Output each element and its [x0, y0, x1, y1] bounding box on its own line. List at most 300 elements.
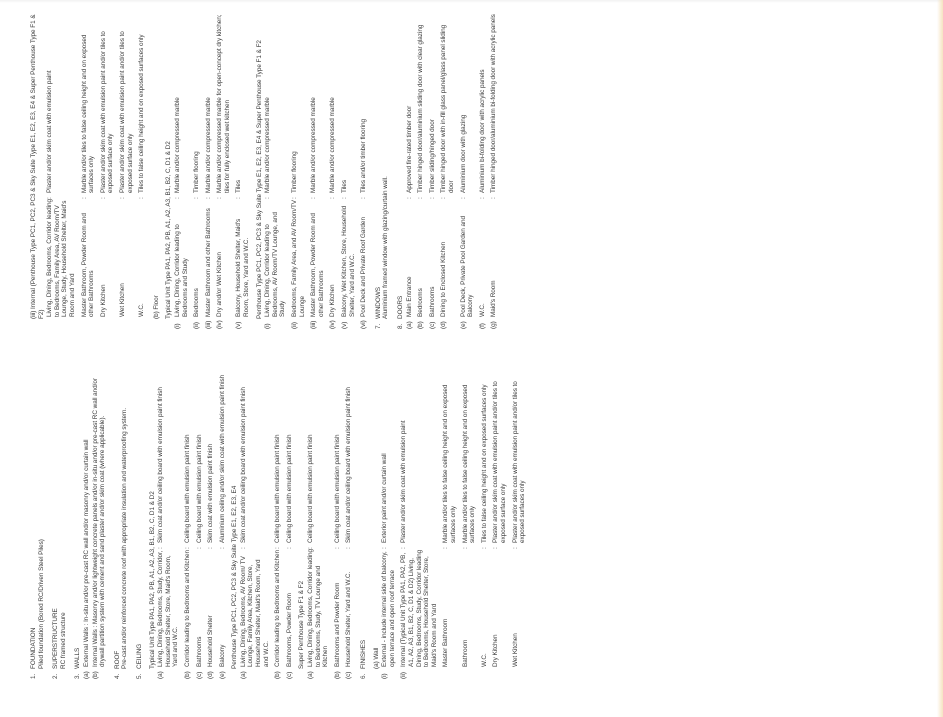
section-title: SUPERSTRUCTURE — [52, 608, 60, 669]
item-label: Living, Dining, Corridor leading to Bedrooms, AV Room/TV Lounge, and Study — [264, 212, 287, 317]
item-label: Master Bathroom and other Bathrooms — [204, 208, 212, 317]
item-value-text: Tiles to false ceiling height and on exposed surfaces only — [138, 34, 146, 193]
item-value-text: Tiles — [341, 179, 348, 193]
section-title: (iii) Internal (Penthouse Type PC1, PC2, PC3 & Sky Suite Type E1, E2, E3, E4 & Super Penthouse Type F1 & F2) — [30, 14, 45, 319]
item-value-text: Ceiling board with emulsion paint finish — [333, 434, 341, 543]
item-value — [205, 14, 213, 199]
group-title — [149, 364, 157, 679]
section-number: 2. — [52, 673, 60, 679]
spec-section — [375, 14, 390, 329]
section-title: ROOF — [113, 650, 121, 669]
spec-section — [30, 364, 45, 679]
group-indent — [298, 669, 306, 679]
colon-separator: : — [195, 547, 203, 549]
item-value-text: Aluminium door with glazing — [459, 114, 467, 193]
item-value — [417, 14, 425, 199]
item-value-text: Tiles — [235, 179, 243, 193]
spec-item — [442, 364, 457, 679]
item-value — [492, 364, 507, 549]
item-value — [512, 364, 527, 549]
item-value — [286, 364, 294, 549]
item-value — [46, 14, 54, 199]
spec-item — [345, 364, 353, 679]
spec-item — [417, 14, 425, 329]
spec-item — [360, 14, 368, 329]
colon-separator: : — [291, 197, 299, 199]
item-number: (c) — [195, 671, 203, 679]
item-value — [400, 364, 408, 549]
colon-separator: : — [310, 197, 318, 199]
spec-item — [291, 14, 306, 329]
spec-section — [74, 364, 106, 679]
item-value — [219, 364, 227, 549]
item-value — [235, 14, 243, 199]
spec-item — [207, 364, 215, 679]
spec-section — [136, 364, 353, 679]
item-label: Pool Deck, Private Pool Garden and Balcony — [459, 216, 475, 317]
item-number: (a) — [82, 671, 90, 679]
item-number: (d) — [440, 321, 448, 329]
item-value-text: Approved fire-rated timber door — [405, 105, 413, 193]
section-number: 8. — [396, 323, 404, 329]
item-value — [274, 364, 282, 549]
colon-separator: : — [157, 547, 165, 549]
spec-item — [334, 364, 342, 679]
item-value-text: Marble and/or tiles to false ceiling height and on exposed surfaces only — [442, 384, 457, 543]
item-number: (a) — [405, 321, 413, 329]
colon-separator: : — [193, 197, 201, 199]
item-value — [138, 14, 146, 199]
colon-separator: : — [207, 547, 215, 549]
item-value — [481, 364, 489, 549]
item-number: (iii) — [310, 320, 318, 329]
item-label: Living, Dining, Corridor leading to Bedrooms and Study — [173, 224, 189, 317]
item-value — [291, 14, 299, 199]
item-value-text: Ceiling board with emulsion paint finish — [183, 434, 191, 543]
item-label: Living, Dining, Bedrooms, Study, Corridor, Household Shelter, Store, Maid's Room, Yard and W.C. — [157, 550, 180, 667]
item-label: Dry Kitchen — [492, 634, 500, 667]
colon-separator: : — [341, 197, 348, 199]
section-number: 4. — [113, 673, 121, 679]
colon-separator: : — [400, 547, 408, 549]
spec-item — [492, 364, 507, 679]
item-label: Dry and/or Wet Kitchen — [216, 252, 224, 317]
item-number: (a) — [239, 671, 247, 679]
item-label: Bedrooms — [193, 288, 201, 317]
section-title: WALLS — [74, 647, 82, 669]
item-value — [329, 14, 337, 199]
item-number: (c) — [428, 321, 436, 329]
spec-item — [329, 14, 337, 329]
item-number: (ii) — [193, 322, 201, 329]
colon-separator: : — [478, 197, 486, 199]
section-heading — [397, 14, 405, 329]
item-number: (c) — [345, 671, 353, 679]
item-value-text: Ceiling board with emulsion paint finish — [274, 434, 282, 543]
item-value-text: Timber hinged door/aluminium bi-folding door with acrylic panels — [490, 14, 498, 193]
item-value — [174, 14, 182, 199]
section-title: FINISHES — [360, 639, 367, 669]
item-number: (b) — [333, 671, 341, 679]
item-value — [490, 14, 498, 199]
item-value-text: Aluminium bi-folding door with acrylic panels — [478, 69, 486, 193]
group-title — [298, 364, 306, 679]
item-label: Bathrooms — [195, 636, 203, 667]
colon-separator: : — [440, 197, 448, 199]
item-value-text: Plaster and/or skim coat with emulsion paint and/or tiles to exposed surface only — [492, 381, 507, 543]
item-value — [406, 14, 414, 199]
spec-item — [429, 14, 437, 329]
item-number: (c) — [285, 671, 293, 679]
spec-item — [81, 14, 96, 329]
section-text: RC framed structure — [59, 612, 67, 669]
colon-separator: : — [285, 547, 293, 549]
item-value-text: Skim coat and/or ceiling board with emulsion paint finish — [157, 387, 165, 543]
item-value-text: Marble and/or compressed marble — [310, 97, 318, 193]
item-value — [381, 364, 389, 549]
item-value — [264, 14, 272, 199]
item-number: (vi) — [360, 320, 368, 329]
spec-section — [30, 14, 146, 329]
colon-separator: : — [183, 547, 191, 549]
section-heading — [74, 364, 82, 679]
colon-separator: : — [235, 197, 243, 199]
colon-separator: : — [459, 197, 467, 199]
item-label: Corridor leading to Bedrooms and Kitchen — [183, 549, 191, 667]
colon-separator: : — [405, 197, 413, 199]
item-value — [193, 14, 201, 199]
item-value — [360, 14, 368, 199]
colon-separator: : — [99, 197, 107, 199]
section-number: 3. — [74, 673, 82, 679]
item-value — [196, 364, 204, 549]
item-label: Maid's Room — [490, 280, 498, 317]
item-label: Household Shelter, Yard and W.C. — [345, 571, 353, 667]
item-number: (iii) — [204, 320, 212, 329]
item-value-text: Ceiling board with emulsion paint finish — [285, 434, 293, 543]
colon-separator: : — [381, 547, 389, 549]
item-label: Balcony, Household Shelter, Maid's Room, Store, Yard and W.C. — [235, 218, 251, 317]
spec-item — [400, 364, 438, 679]
colon-separator: : — [345, 547, 353, 549]
item-number: (f) — [478, 323, 486, 329]
colon-separator: : — [442, 547, 450, 549]
item-value — [157, 364, 165, 549]
spec-item — [46, 14, 76, 329]
spec-item — [307, 364, 330, 679]
item-value-text: Marble and/or compressed marble — [329, 97, 337, 193]
colon-separator: : — [428, 197, 436, 199]
item-value — [184, 364, 192, 549]
item-value-text: Timber flooring — [291, 151, 299, 193]
item-value — [310, 14, 318, 199]
item-number: (i) — [381, 673, 389, 679]
item-value-text: Skim coat and/or ceiling board with emulsion paint finish — [239, 387, 247, 543]
spec-section — [114, 364, 129, 679]
item-value-text: Marble and/or compressed marble for open-concept dry kitchen; tiles for fully enclosed wet kitchen — [216, 14, 231, 193]
item-value-text: Skim coat and/or ceiling board with emulsion paint finish — [345, 387, 353, 543]
spec-item — [174, 14, 189, 329]
spec-section — [153, 14, 368, 329]
section-number: 7. — [374, 323, 382, 329]
colon-separator: : — [274, 547, 282, 549]
item-number: (e) — [218, 671, 226, 679]
item-label: W.C. — [478, 303, 486, 317]
section-heading — [375, 14, 383, 329]
group-title-text: Typical Unit Type PA1, PA2, PB, A1, A2, A3, B1, B2, C, D1 & D2 — [148, 491, 156, 669]
colon-separator: : — [480, 547, 488, 549]
colon-separator: : — [417, 197, 425, 199]
item-value-text: Ceiling board with emulsion paint finish — [195, 434, 203, 543]
item-number: (g) — [490, 321, 498, 329]
colon-separator: : — [204, 197, 212, 199]
spec-item — [264, 14, 287, 329]
spec-item — [92, 364, 107, 679]
item-value-text: Marble and/or tiles to false ceiling height and on exposed surfaces only — [461, 384, 477, 543]
item-value-text: Tiles and/or timber flooring — [360, 118, 368, 193]
item-label: Wet Kitchen — [511, 633, 519, 667]
item-label: Bedrooms — [417, 288, 425, 317]
spec-item — [100, 14, 115, 329]
item-value-text: Timber sliding/hinged door — [428, 119, 436, 193]
colon-separator: : — [239, 547, 247, 549]
item-value-text: Plaster and/or skim coat with emulsion paint — [400, 420, 408, 543]
colon-separator: : — [173, 197, 181, 199]
item-number: (iv) — [216, 320, 224, 329]
item-label: Bedrooms, Family Area, and AV Room/TV Lounge — [291, 199, 306, 317]
item-number: (iv) — [329, 320, 337, 329]
spec-item — [219, 364, 227, 679]
item-number: (d) — [207, 671, 215, 679]
group-indent — [165, 319, 173, 329]
spec-item — [481, 364, 489, 679]
group-title — [373, 364, 381, 679]
item-label: Balcony, Wet Kitchen, Store, Household Shelter, Yard and W.C. — [341, 205, 356, 317]
group-title-text: Super Penthouse Type F1 & F2 — [298, 580, 306, 669]
group-title-text: Penthouse Type PC1, PC2, PC3 & Sky Suite Type E1, E2, E3, E4 — [231, 485, 239, 669]
item-number: (ii) — [291, 322, 299, 329]
spec-item — [138, 14, 146, 329]
group-title — [231, 364, 239, 679]
colon-separator: : — [492, 547, 500, 549]
item-value-text: Marble and/or compressed marble — [173, 97, 181, 193]
spec-section — [360, 364, 527, 679]
item-value — [429, 14, 437, 199]
item-value — [460, 14, 468, 199]
section-title: WINDOWS — [374, 287, 382, 319]
item-value — [207, 364, 215, 549]
item-label: Bathrooms, Powder Room — [285, 593, 293, 667]
item-number: (e) — [459, 321, 467, 329]
item-label: Living, Dining, Bedrooms, Corridor leading to Bedrooms, Study, TV Lounge and Kitchen — [307, 549, 330, 667]
section-number: 6. — [360, 673, 367, 679]
spec-item — [157, 364, 180, 679]
item-label: Living, Dining, Bedrooms, Corridor leading to Bedrooms, Family Area, AV Room/TV Lounge, Study, Household Shelter, Maid's Room and Yard — [46, 199, 76, 317]
item-value-text: Marble and/or compressed marble — [264, 97, 272, 193]
section-number — [30, 319, 45, 329]
group-indent — [373, 669, 381, 679]
item-value — [440, 14, 455, 199]
spec-item — [341, 14, 356, 329]
section-title: DOORS — [396, 295, 404, 319]
section-title: FOUNDATION — [30, 627, 37, 669]
item-value-text: Plaster and/or skim coat with emulsion paint and/or tiles to exposed surfaces only — [511, 381, 527, 543]
item-number: (a) — [307, 671, 315, 679]
section-heading — [30, 364, 38, 679]
item-value — [119, 14, 134, 199]
spec-item — [184, 364, 192, 679]
item-value-text: Aluminium ceiling and/or skim coat with emulsion paint finish — [218, 374, 226, 543]
left-column — [30, 364, 534, 679]
item-label: Bathrooms — [428, 286, 436, 317]
item-number: (i) — [264, 323, 272, 329]
colon-separator: : — [118, 197, 126, 199]
section-title: CEILING — [135, 643, 143, 669]
item-value-text: Exterior paint and/or curtain wall — [381, 453, 389, 543]
item-number: (i) — [173, 323, 181, 329]
item-number: (v) — [235, 321, 243, 329]
spec-section — [397, 14, 498, 329]
colon-separator: : — [46, 197, 54, 199]
colon-separator: : — [360, 197, 368, 199]
item-number: (v) — [341, 321, 348, 329]
spec-item — [240, 364, 270, 679]
item-value-text: Marble and/or compressed marble — [204, 97, 212, 193]
colon-separator: : — [216, 197, 224, 199]
spec-item — [462, 364, 477, 679]
item-number: (b) — [183, 671, 191, 679]
item-label: Corridor leading to Bedrooms and Kitchen — [274, 549, 282, 667]
item-label: Dry Kitchen — [329, 284, 337, 317]
colon-separator: : — [333, 547, 341, 549]
section-heading — [114, 364, 122, 679]
item-label: Bathroom — [461, 639, 469, 667]
item-label: Dining to Enclosed Kitchen — [440, 241, 448, 317]
group-title-text: Typical Unit Type PA1, PA2, PB, A1, A2, A3, B1, B2, C, D1 & D2 — [165, 141, 173, 319]
item-value — [345, 364, 353, 549]
item-label: Master Bathroom — [442, 618, 450, 667]
spec-item — [381, 364, 396, 679]
item-number: (b) — [417, 321, 425, 329]
item-label: Main Entrance — [405, 276, 413, 317]
spec-item — [196, 364, 204, 679]
item-value — [479, 14, 487, 199]
section-title: (b) Floor — [152, 295, 160, 319]
group-indent — [256, 319, 264, 329]
spec-item — [193, 14, 201, 329]
colon-separator: : — [461, 547, 469, 549]
group-title-text: Penthouse Type PC1, PC2, PC3 & Sky Suite Type E1, E2, E3, E4 & Super Penthouse Type F1 & F2 — [255, 40, 263, 319]
spec-item — [83, 364, 91, 679]
item-value — [442, 364, 457, 549]
item-number: (ii) — [400, 672, 408, 679]
section-number — [153, 319, 161, 329]
group-title-text: (a) Wall — [372, 647, 380, 669]
item-label: Master Bathroom, Powder Room and other Bathrooms — [310, 213, 325, 317]
item-label: Balcony — [218, 644, 226, 667]
item-label: Internal (Typical Unit Type PA1, PA2, PB, A1, A2, A3, B1, B2, C, D1 & D2) Living, Dining, Bedrooms, Study, Corridor leading to Bedrooms, Household Shelter, Store, Maid's Room and Yard — [400, 549, 438, 667]
section-heading — [30, 14, 45, 329]
item-label: Bathrooms and Powder Room — [333, 582, 341, 667]
item-value-text: Tiles to false ceiling height and on exposed surfaces only — [480, 384, 488, 543]
spec-item — [286, 364, 294, 679]
item-label: Wet Kitchen — [118, 283, 126, 317]
colon-separator: : — [138, 197, 146, 199]
group-title — [165, 14, 173, 329]
item-value — [216, 14, 231, 199]
scan-edge-right — [937, 0, 943, 717]
item-text: External Walls : In-situ and/or pre-cast RC wall and/or masonry and/or curtain wall — [82, 439, 90, 667]
spec-item — [205, 14, 213, 329]
item-number: (b) — [274, 671, 282, 679]
item-value-text: Plaster and/or skim coat with emulsion paint and/or tiles to exposed surface only — [118, 31, 134, 193]
group-title — [256, 14, 264, 329]
spec-item — [512, 364, 527, 679]
item-label: Household Shelter — [207, 615, 215, 667]
spec-item — [119, 14, 134, 329]
item-value — [81, 14, 96, 199]
item-number: (a) — [157, 671, 165, 679]
spec-item — [460, 14, 475, 329]
item-value — [462, 364, 477, 549]
item-value-text: Ceiling board with emulsion paint finish — [307, 434, 315, 543]
section-number: 5. — [135, 673, 143, 679]
item-value — [341, 14, 349, 199]
item-value-text: Marble and/or tiles to false ceiling height and on exposed surfaces only — [80, 34, 96, 193]
colon-separator: : — [80, 197, 88, 199]
spec-section — [52, 364, 67, 679]
group-indent — [231, 669, 239, 679]
item-value-text: Timber flooring — [193, 151, 201, 193]
section-heading — [136, 364, 144, 679]
item-value-text: Plaster and/or skim coat with emulsion paint and/or tiles to exposed surface only — [99, 31, 115, 193]
item-value-text: Timber hinged door with in-fill glass panel/glass panel sliding door — [440, 24, 455, 193]
item-value — [100, 14, 115, 199]
spec-item — [274, 364, 282, 679]
spec-item — [440, 14, 455, 329]
spec-item — [479, 14, 487, 329]
spec-item — [216, 14, 231, 329]
group-indent — [149, 669, 157, 679]
colon-separator: : — [511, 547, 519, 549]
item-label: W.C. — [480, 653, 488, 667]
item-label: Pool Deck and Private Roof Garden — [360, 217, 368, 317]
item-value — [334, 364, 342, 549]
item-label: Master Bathroom, Powder Room and other Bathrooms — [80, 213, 96, 317]
section-text: Aluminium framed window with glazing/curtain wall. — [382, 176, 390, 319]
scan-edge-top — [0, 0, 943, 3]
section-number: 1. — [30, 673, 37, 679]
spec-item — [490, 14, 498, 329]
item-value-text: Plaster and/or skim coat with emulsion paint — [46, 70, 54, 193]
section-text: Pre-cast and/or reinforced concrete roof with appropriate insulation and waterproofing system. — [121, 407, 129, 669]
section-heading — [153, 14, 161, 329]
colon-separator: : — [264, 197, 272, 199]
item-value-text: Skim coat with emulsion paint finish — [207, 443, 215, 543]
item-number: (b) — [91, 671, 99, 679]
spec-item — [235, 14, 250, 329]
section-text: Piled foundation (Bored RC/Driven Steel Piles) — [37, 539, 45, 669]
colon-separator: : — [218, 547, 226, 549]
item-label: Dry Kitchen — [99, 284, 107, 317]
item-value — [240, 364, 248, 549]
colon-separator: : — [307, 547, 315, 549]
item-value-text: Timber hinged door/aluminium sliding door with clear glazing — [417, 24, 425, 193]
section-heading — [360, 364, 368, 679]
right-column — [30, 14, 505, 329]
item-value — [307, 364, 315, 549]
spec-item — [406, 14, 414, 329]
